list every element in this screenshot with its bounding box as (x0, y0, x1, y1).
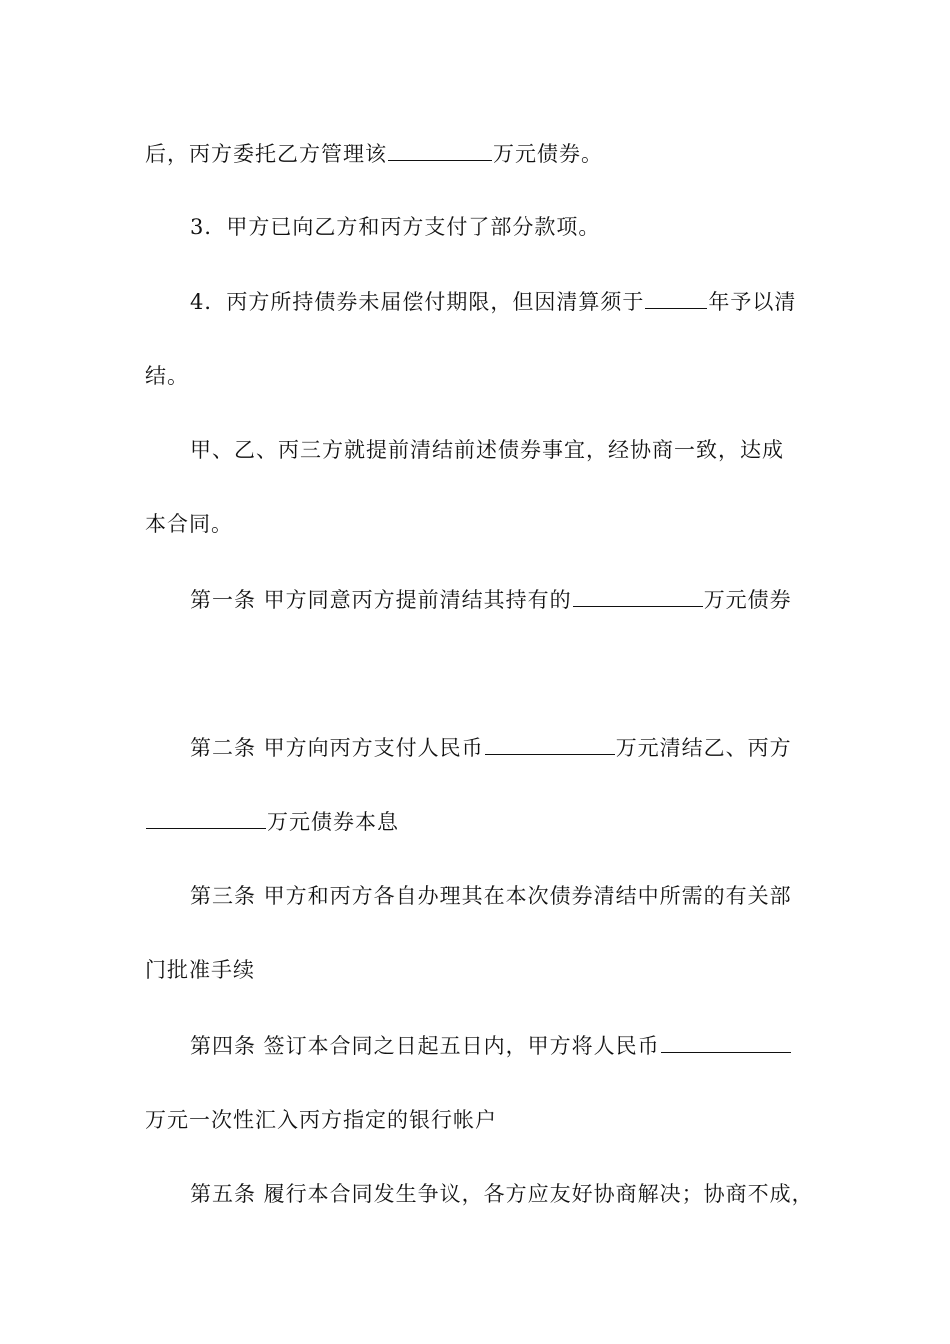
clause-4-line-1 (190, 1032, 792, 1060)
clause-3-line-2 (145, 956, 255, 984)
fill-blank (573, 586, 703, 607)
line-text: 甲、乙、丙三方就提前清结前述债券事宜，经协商一致，达成 (190, 438, 784, 462)
paragraph-line-2 (190, 213, 600, 241)
line-text: 结。 (145, 364, 189, 388)
line-text: 本合同。 (145, 512, 233, 536)
line-text: 第三条 甲方和丙方各自办理其在本次债券清结中所需的有关部 (190, 884, 792, 908)
fill-blank (645, 288, 707, 309)
fill-blank (146, 808, 266, 829)
line-text: 万元一次性汇入丙方指定的银行帐户 (145, 1108, 497, 1132)
paragraph-line-5 (190, 436, 784, 464)
paragraph-line-4 (145, 362, 189, 390)
clause-4-line-2 (145, 1106, 497, 1134)
fill-blank (388, 140, 492, 161)
fill-blank (661, 1032, 791, 1053)
line-text: 第一条 甲方同意丙方提前清结其持有的 (190, 588, 572, 612)
clause-2-line-1 (190, 734, 792, 762)
clause-5-line-1 (190, 1180, 814, 1208)
clause-2-line-2 (145, 808, 399, 836)
line-text: 4．丙方所持债券未届偿付期限，但因清算须于 (190, 290, 645, 314)
line-text: 第五条 履行本合同发生争议，各方应友好协商解决；协商不成， (190, 1182, 814, 1206)
line-text: 年予以清 (708, 290, 797, 314)
line-text: 万元债券。 (493, 142, 603, 166)
line-text: 万元债券本息 (267, 810, 399, 834)
line-text: 万元债券 (703, 588, 792, 612)
fill-blank (485, 734, 615, 755)
line-text: 后，丙方委托乙方管理该 (145, 142, 387, 166)
paragraph-line-1 (145, 140, 603, 168)
line-text: 第四条 签订本合同之日起五日内，甲方将人民币 (190, 1034, 660, 1058)
line-text: 第二条 甲方向丙方支付人民币 (190, 736, 484, 760)
line-text: 3．甲方已向乙方和丙方支付了部分款项。 (190, 215, 601, 239)
clause-3-line-1 (190, 882, 792, 910)
paragraph-line-3 (190, 288, 796, 316)
paragraph-line-6 (145, 510, 233, 538)
line-text: 万元清结乙、丙方 (615, 736, 792, 760)
line-text: 门批准手续 (145, 958, 255, 982)
clause-1-line (190, 586, 792, 614)
